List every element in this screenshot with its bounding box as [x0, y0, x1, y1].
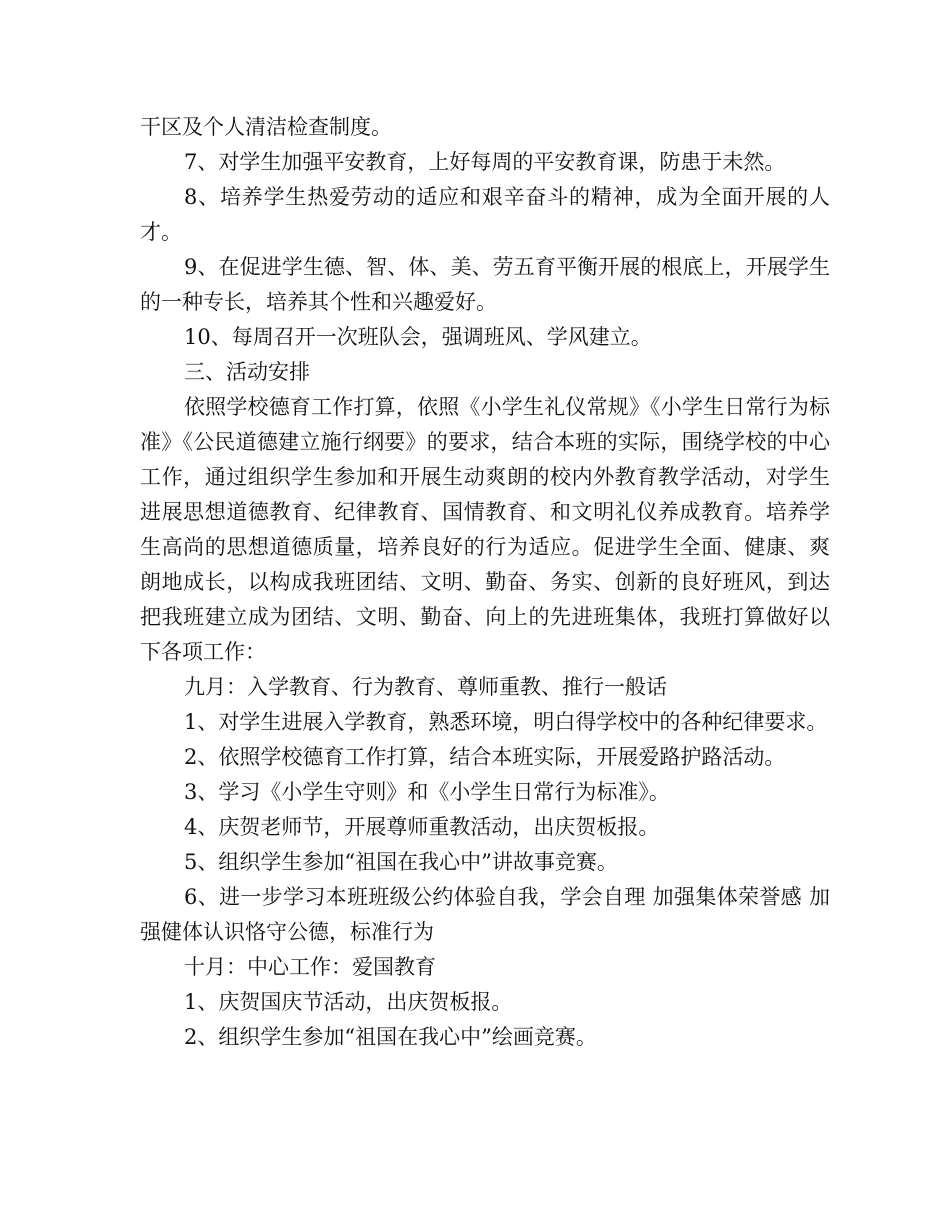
document-body	[140, 110, 830, 1055]
october-item-1: 1、庆贺国庆节活动，出庆贺板报。	[184, 990, 513, 1014]
paragraph-item-9: 9、在促进学生德、智、体、美、劳五育平衡开展的根底上，开展学生的一种专长，培养其个性和兴趣爱好。	[140, 255, 830, 314]
september-item-2: 2、依照学校德育工作打算，结合本班实际，开展爱路护路活动。	[184, 745, 786, 769]
month-heading-september: 九月：入学教育、行为教育、尊师重教、推行一般话	[184, 675, 667, 699]
month-heading-october: 十月：中心工作：爱国教育	[184, 955, 436, 979]
paragraph-item-7: 7、对学生加强平安教育，上好每周的平安教育课，防患于未然。	[184, 150, 786, 174]
section-heading-activities: 三、活动安排	[184, 360, 310, 384]
september-item-5: 5、组织学生参加“祖国在我心中”讲故事竞赛。	[184, 850, 618, 874]
september-item-4: 4、庆贺老师节，开展尊师重教活动，出庆贺板报。	[184, 815, 660, 839]
september-item-1: 1、对学生进展入学教育，熟悉环境，明白得学校中的各种纪律要求。	[184, 710, 828, 734]
october-item-2: 2、组织学生参加“祖国在我心中”绘画竞赛。	[184, 1025, 597, 1049]
paragraph-item-10: 10、每周召开一次班队会，强调班风、学风建立。	[184, 325, 652, 349]
paragraph-intro: 依照学校德育工作打算，依照《小学生礼仪常规》《小学生日常行为标准》《公民道德建立施行纲要》的要求，结合本班的实际，围绕学校的中心工作，通过组织学生参加和开展生动爽朗的校内外教育教学活动，对学生进展思想道德教育、纪律教育、国情教育、和文明礼仪养成教育。培养学生高尚的思想道德质量，培养良好的行为适应。促进学生全面、健康、爽朗地成长，以构成我班团结、文明、勤奋、务实、创新的良好班风，到达把我班建立成为团结、文明、勤奋、向上的先进班集体，我班打算做好以下各项工作：	[140, 395, 830, 664]
september-item-6: 6、进一步学习本班班级公约体验自我，学会自理 加强集体荣誉感 加强健体认识恪守公德，标准行为	[140, 885, 830, 944]
september-item-3: 3、学习《小学生守则》和《小学生日常行为标准》。	[184, 780, 670, 804]
paragraph-item-8: 8、培养学生热爱劳动的适应和艰辛奋斗的精神，成为全面开展的人才。	[140, 185, 830, 244]
paragraph-continuation: 干区及个人清洁检查制度。	[140, 115, 392, 139]
